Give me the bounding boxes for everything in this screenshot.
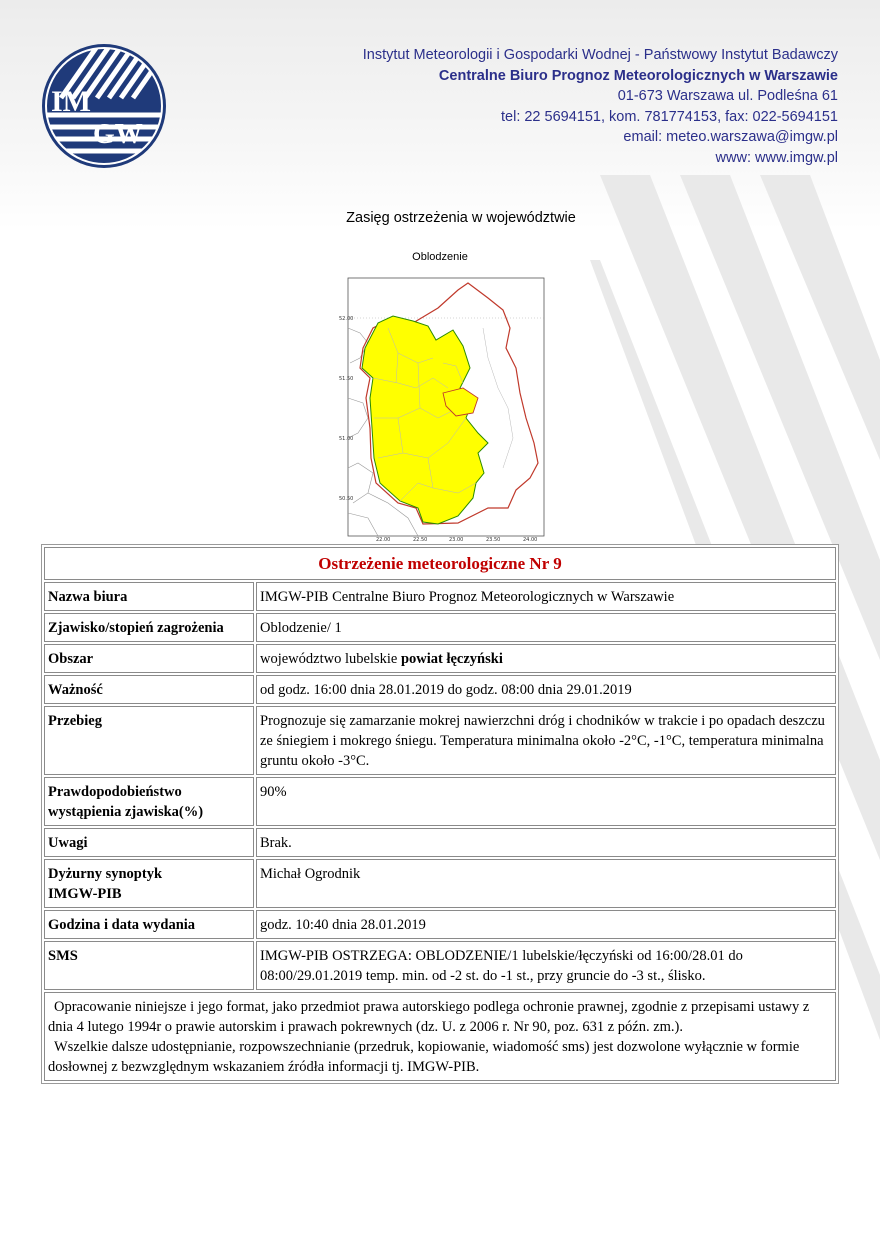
county-name: powiat łęczyński <box>400 651 503 667</box>
map-title: Zasięg ostrzeżenia w województwie <box>346 210 576 226</box>
row-value: Brak. <box>256 828 836 857</box>
warning-title: Ostrzeżenie meteorologiczne Nr 9 <box>44 547 836 580</box>
email-line: email: meteo.warszawa@imgw.pl <box>623 129 838 145</box>
y-tick-label: 52.00 <box>339 316 354 322</box>
row-value: Michał Ogrodnik <box>256 859 836 908</box>
row-label <box>44 777 254 826</box>
row-label: SMS <box>44 941 254 990</box>
www-line: www: www.imgw.pl <box>715 149 838 166</box>
row-value <box>256 644 836 673</box>
row-label <box>44 859 254 908</box>
warning-table <box>41 544 839 1084</box>
row-value: Oblodzenie/ 1 <box>256 613 836 642</box>
institute-name: Instytut Meteorologii i Gospodarki Wodnej - Państwowy Instytut Badawczy <box>362 47 838 63</box>
imgw-logo <box>41 43 167 169</box>
row-label: Ważność <box>44 675 254 704</box>
copyright-paragraph: Opracowanie niniejsze i jego format, jako przedmiot prawa autorskiego podlega ochronie prawnej, zgodnie z przepisami ustawy z dnia 4 lutego 1994r o prawie autorskim i prawach pokrewnych (dz. U. z 2006 r. Nr 90, poz. 631 z późn. zm.). <box>48 999 810 1035</box>
map-subtitle: Oblodzenie <box>412 251 468 263</box>
table-row <box>44 777 836 826</box>
y-tick-label: 51.00 <box>339 436 354 442</box>
row-value: IMGW-PIB Centralne Biuro Prognoz Meteorologicznych w Warszawie <box>256 582 836 611</box>
x-tick-label: 24.00 <box>523 537 538 542</box>
distribution-paragraph: Wszelkie dalsze udostępnianie, rozpowszechnianie (przedruk, kopiowanie, wiadomość sms) jest dozwolone wyłącznie w formie dosłownej z bezwzględnym wskazaniem źródła informacji tj. IMGW-PIB. <box>48 1039 800 1075</box>
x-tick-label: 22.50 <box>413 537 428 542</box>
bureau-name: Centralne Biuro Prognoz Meteorologicznych w Warszawie <box>438 67 838 84</box>
row-label-line2: IMGW-PIB <box>48 886 122 902</box>
row-value: Prognozuje się zamarzanie mokrej nawierzchni dróg i chodników w trakcie i po opadach deszczu ze śniegiem i mokrego śniegu. Temperatura minimalna około -2°C, -1°C, temperatura minimalna gruntu około -3°C. <box>256 706 836 775</box>
logo-letters-im: IM <box>51 85 91 118</box>
table-row <box>44 582 836 611</box>
table-row <box>44 828 836 857</box>
row-value: 90% <box>256 777 836 826</box>
table-row <box>44 910 836 939</box>
row-label-line1: Prawdopodobieństwo <box>48 784 182 800</box>
row-value: od godz. 16:00 dnia 28.01.2019 do godz. 08:00 dnia 29.01.2019 <box>256 675 836 704</box>
row-label: Uwagi <box>44 828 254 857</box>
row-label: Godzina i data wydania <box>44 910 254 939</box>
warning-map <box>338 268 550 542</box>
table-row <box>44 859 836 908</box>
x-tick-label: 23.00 <box>449 537 464 542</box>
row-label-line1: Dyżurny synoptyk <box>48 866 163 882</box>
institute-header <box>363 45 838 168</box>
table-row <box>44 613 836 642</box>
row-value: IMGW-PIB OSTRZEGA: OBLODZENIE/1 lubelskie/łęczyński od 16:00/28.01 do 08:00/29.01.2019 temp. min. od -2 st. do -1 st., przy gruncie do -3 st., ślisko. <box>256 941 836 990</box>
phone-line: tel: 22 5694151, kom. 781774153, fax: 022-5694151 <box>501 108 838 125</box>
row-label: Przebieg <box>44 706 254 775</box>
address: 01-673 Warszawa ul. Podleśna 61 <box>617 88 838 104</box>
x-tick-label: 23.50 <box>486 537 501 542</box>
table-row <box>44 675 836 704</box>
logo-letters-gw: GW <box>93 119 143 150</box>
table-row <box>44 644 836 673</box>
table-row <box>44 706 836 775</box>
row-value: godz. 10:40 dnia 28.01.2019 <box>256 910 836 939</box>
voivodeship-name: województwo lubelskie <box>260 651 398 667</box>
table-row <box>44 941 836 990</box>
row-label: Zjawisko/stopień zagrożenia <box>44 613 254 642</box>
row-label-line2: wystąpienia zjawiska(%) <box>48 804 204 820</box>
x-tick-label: 22.00 <box>376 537 391 542</box>
y-tick-label: 51.50 <box>339 376 354 382</box>
y-tick-label: 50.50 <box>339 496 354 502</box>
row-label: Obszar <box>44 644 254 673</box>
row-label: Nazwa biura <box>44 582 254 611</box>
copyright-note <box>44 992 836 1081</box>
